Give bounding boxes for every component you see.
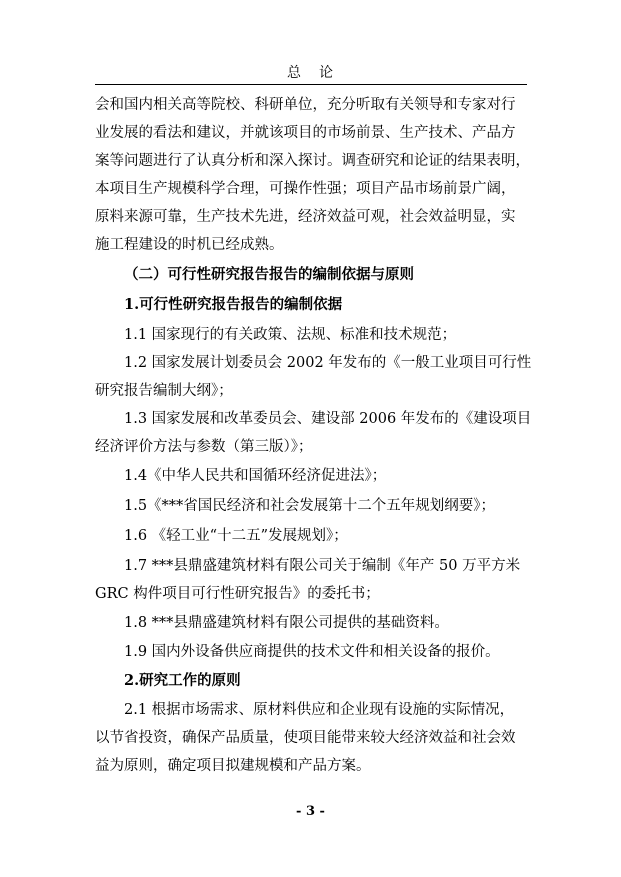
subsection-heading: 1.可行性研究报告报告的编制依据 xyxy=(124,296,343,313)
basis-item: GRC 构件项目可行性研究报告》的委托书； xyxy=(95,586,380,602)
page-header-title: 总 论 xyxy=(287,65,335,81)
body-line: 本项目生产规模科学合理，可操作性强；项目产品市场前景广阔， xyxy=(95,181,516,197)
basis-item: 1.4《中华人民共和国循环经济促进法》； xyxy=(124,468,387,484)
basis-item: 1.2 国家发展计划委员会 2002 年发布的《一般工业项目可行性 xyxy=(124,355,532,371)
principle-line: 以节省投资，确保产品质量，使项目能带来较大经济效益和社会效 xyxy=(95,730,516,746)
basis-item: 1.3 国家发展和改革委员会、建设部 2006 年发布的《建设项目 xyxy=(124,411,532,427)
body-line: 原料来源可靠，生产技术先进，经济效益可观，社会效益明显，实 xyxy=(95,209,516,225)
basis-item: 研究报告编制大纲》； xyxy=(95,383,233,399)
basis-item: 1.9 国内外设备供应商提供的技术文件和相关设备的报价。 xyxy=(124,644,500,660)
principle-line: 益为原则，确定项目拟建规模和产品方案。 xyxy=(95,758,371,774)
body-line: 案等问题进行了认真分析和深入探讨。调查研究和论证的结果表明， xyxy=(95,153,530,169)
body-line: 施工程建设的时机已经成熟。 xyxy=(95,237,284,253)
basis-item: 经济评价方法与参数（第三版）》； xyxy=(95,439,313,455)
basis-item: 1.7 ***县鼎盛建筑材料有限公司关于编制《年产 50 万平方米 xyxy=(124,558,521,574)
basis-item: 1.6 《轻工业“十二五”发展规划》； xyxy=(124,528,348,544)
page-number: - 3 - xyxy=(296,804,325,819)
body-line: 业发展的看法和建议，并就该项目的市场前景、生产技术、产品方 xyxy=(95,125,516,141)
basis-item: 1.8 ***县鼎盛建筑材料有限公司提供的基础资料。 xyxy=(124,615,449,631)
section-heading: （二）可行性研究报告报告的编制依据与原则 xyxy=(124,266,414,283)
basis-item: 1.5《***省国民经济和社会发展第十二个五年规划纲要》； xyxy=(124,498,496,514)
principle-line: 2.1 根据市场需求、原材料供应和企业现有设施的实际情况， xyxy=(124,702,515,718)
basis-item: 1.1 国家现行的有关政策、法规、标准和技术规范； xyxy=(124,327,457,343)
subsection-heading: 2.研究工作的原则 xyxy=(124,672,241,689)
header-divider xyxy=(95,84,527,85)
body-line: 会和国内相关高等院校、科研单位，充分听取有关领导和专家对行 xyxy=(95,97,516,113)
